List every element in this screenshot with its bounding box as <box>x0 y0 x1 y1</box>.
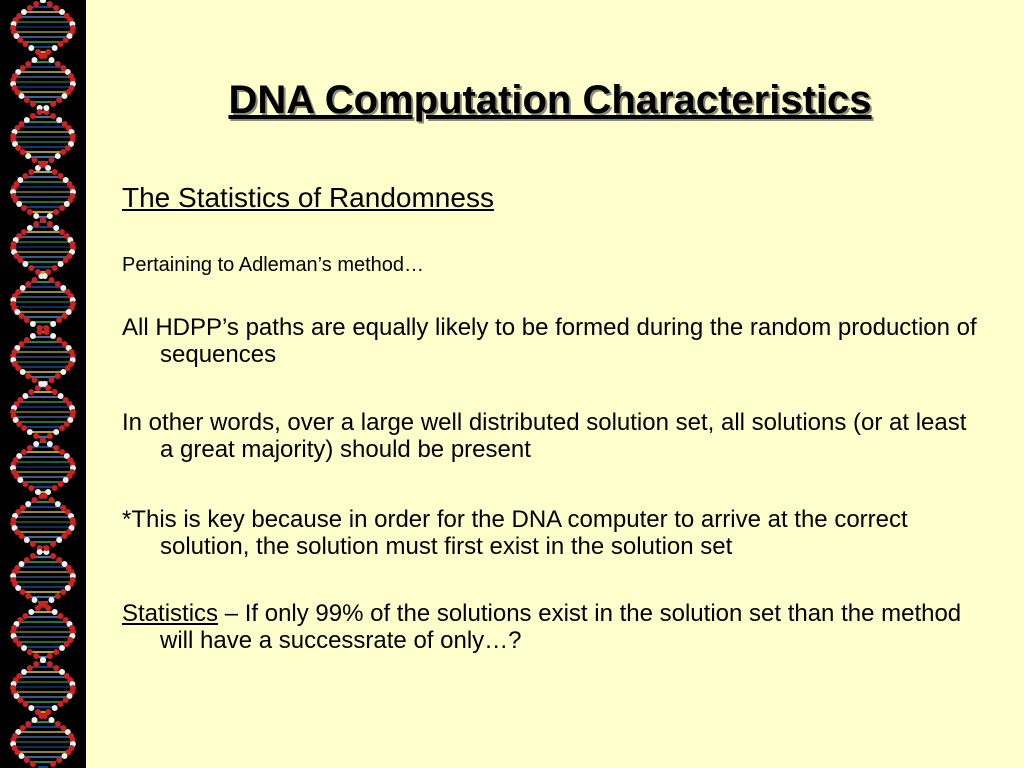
helix-backbone-dot <box>58 613 64 619</box>
helix-backbone-dot <box>49 597 55 603</box>
subheading: Pertaining to Adleman’s method… <box>122 254 425 276</box>
helix-backbone-dot <box>16 201 22 207</box>
helix-backbone-dot <box>55 501 61 507</box>
helix-backbone-dot <box>25 721 31 727</box>
helix-backbone-dot <box>52 705 58 711</box>
helix-backbone-dot <box>58 41 64 47</box>
paragraph-other-words: In other words, over a large well distributed solution set, all solutions (or at least a great majority) should be present <box>122 409 967 463</box>
helix-backbone-dot <box>60 505 66 511</box>
helix-backbone-dot <box>37 329 43 335</box>
helix-backbone-dot <box>32 57 38 63</box>
helix-backbone-dot <box>60 65 66 71</box>
helix-backbone-dot <box>21 205 27 211</box>
helix-backbone-dot <box>47 433 53 439</box>
helix-backbone-dot <box>32 597 38 603</box>
helix-backbone-dot <box>45 165 51 171</box>
slide-title: DNA Computation Characteristics <box>228 78 872 122</box>
helix-backbone-dot <box>16 641 22 647</box>
helix-backbone-dot <box>24 117 30 123</box>
helix-backbone-dot <box>28 389 34 395</box>
helix-backbone-dot <box>30 113 36 119</box>
helix-backbone-dot <box>47 661 53 667</box>
helix-backbone-dot <box>59 9 65 15</box>
helix-backbone-dot <box>60 725 66 731</box>
helix-backbone-dot <box>65 145 71 151</box>
helix-backbone-dot <box>58 701 64 707</box>
helix-backbone-dot <box>60 369 66 375</box>
helix-backbone-dot <box>27 5 33 11</box>
helix-backbone-dot <box>65 365 71 371</box>
helix-backbone-dot <box>38 381 44 387</box>
helix-backbone-dot <box>25 373 31 379</box>
helix-backbone-dot <box>53 5 59 11</box>
helix-backbone-dot <box>33 441 39 447</box>
helix-backbone-dot <box>42 493 48 499</box>
helix-backbone-dot <box>35 489 41 495</box>
helix-backbone-dot <box>56 97 62 103</box>
helix-backbone-dot <box>24 757 30 763</box>
helix-backbone-dot <box>58 173 64 179</box>
helix-backbone-dot <box>45 385 51 391</box>
helix-backbone-dot <box>55 721 61 727</box>
helix-backbone-dot <box>17 477 23 483</box>
helix-backbone-dot <box>30 321 36 327</box>
helix-backbone-dot <box>40 217 46 223</box>
helix-backbone-dot <box>59 229 65 235</box>
helix-backbone-dot <box>53 429 59 435</box>
helix-backbone-dot <box>49 717 55 723</box>
helix-backbone-dot <box>15 585 21 591</box>
helix-backbone-dot <box>64 641 70 647</box>
helix-backbone-dot <box>60 149 66 155</box>
helix-backbone-dot <box>27 225 33 231</box>
helix-backbone-dot <box>56 317 62 323</box>
helix-backbone-dot <box>20 505 26 511</box>
helix-backbone-dot <box>24 537 30 543</box>
helix-backbone-dot <box>33 433 39 439</box>
helix-backbone-dot <box>32 157 38 163</box>
helix-backbone-dot <box>35 49 41 55</box>
helix-backbone-dot <box>56 337 62 343</box>
helix-backbone-dot <box>28 485 34 491</box>
helix-backbone-dot <box>25 281 31 287</box>
helix-backbone-dot <box>33 653 39 659</box>
helix-backbone-dot <box>24 317 30 323</box>
helix-backbone-dot <box>35 709 41 715</box>
helix-backbone-dot <box>30 541 36 547</box>
helix-backbone-dot <box>62 93 68 99</box>
helix-backbone-dot <box>20 589 26 595</box>
helix-backbone-dot <box>62 753 68 759</box>
helix-backbone-dot <box>19 313 25 319</box>
statistics-label: Statistics <box>122 600 219 627</box>
helix-backbone-dot <box>17 37 23 43</box>
helix-backbone-dot <box>38 601 44 607</box>
helix-backbone-dot <box>49 157 55 163</box>
helix-backbone-dot <box>59 669 65 675</box>
helix-backbone-dot <box>21 9 27 15</box>
helix-backbone-dot <box>52 609 58 615</box>
helix-backbone-dot <box>42 713 48 719</box>
helix-backbone-dot <box>62 533 68 539</box>
helix-backbone-dot <box>27 429 33 435</box>
helix-backbone-dot <box>47 1 53 7</box>
helix-backbone-dot <box>17 697 23 703</box>
helix-backbone-dot <box>21 425 27 431</box>
helix-backbone-dot <box>33 221 39 227</box>
helix-backbone-dot <box>37 549 43 555</box>
helix-backbone-dot <box>21 229 27 235</box>
helix-backbone-dot <box>53 665 59 671</box>
helix-backbone-dot <box>21 645 27 651</box>
dna-double-helix-icon <box>0 0 86 768</box>
helix-backbone-dot <box>32 497 38 503</box>
helix-backbone-dot <box>24 557 30 563</box>
helix-backbone-dot <box>20 725 26 731</box>
helix-backbone-dot <box>40 657 46 663</box>
helix-backbone-dot <box>40 437 46 443</box>
helix-backbone-dot <box>24 97 30 103</box>
helix-backbone-dot <box>27 649 33 655</box>
helix-backbone-dot <box>42 273 48 279</box>
helix-backbone-dot <box>30 101 36 107</box>
helix-backbone-dot <box>43 325 49 331</box>
helix-backbone-dot <box>56 117 62 123</box>
helix-backbone-dot <box>53 209 59 215</box>
helix-backbone-dot <box>49 277 55 283</box>
helix-backbone-dot <box>28 705 34 711</box>
helix-backbone-dot <box>52 485 58 491</box>
helix-backbone-dot <box>55 153 61 159</box>
helix-backbone-dot <box>32 717 38 723</box>
helix-backbone-dot <box>58 481 64 487</box>
helix-backbone-dot <box>55 281 61 287</box>
helix-backbone-dot <box>52 169 58 175</box>
helix-backbone-dot <box>64 421 70 427</box>
helix-backbone-dot <box>64 201 70 207</box>
helix-backbone-dot <box>25 61 31 67</box>
helix-backbone-dot <box>28 45 34 51</box>
helix-backbone-dot <box>30 333 36 339</box>
helix-backbone-dot <box>33 1 39 7</box>
helix-backbone-dot <box>56 557 62 563</box>
helix-backbone-dot <box>38 161 44 167</box>
helix-backbone-dot <box>27 665 33 671</box>
helix-backbone-dot <box>53 225 59 231</box>
helix-backbone-dot <box>17 257 23 263</box>
helix-backbone-dot <box>22 701 28 707</box>
helix-backbone-dot <box>27 209 33 215</box>
helix-backbone-dot <box>63 477 69 483</box>
helix-backbone-dot <box>37 109 43 115</box>
helix-backbone-dot <box>28 609 34 615</box>
helix-backbone-dot <box>20 369 26 375</box>
helix-backbone-dot <box>22 173 28 179</box>
helix-backbone-dot <box>63 37 69 43</box>
helix-backbone-dot <box>33 661 39 667</box>
helix-backbone-dot <box>19 93 25 99</box>
helix-backbone-dot <box>59 205 65 211</box>
helix-backbone-dot <box>58 261 64 267</box>
helix-backbone-dot <box>20 149 26 155</box>
helix-backbone-dot <box>30 553 36 559</box>
helix-backbone-dot <box>53 445 59 451</box>
helix-backbone-dot <box>24 337 30 343</box>
helix-backbone-dot <box>16 421 22 427</box>
helix-backbone-dot <box>20 285 26 291</box>
helix-backbone-dot <box>56 537 62 543</box>
helix-backbone-dot <box>21 449 27 455</box>
helix-backbone-dot <box>52 389 58 395</box>
helix-backbone-dot <box>50 553 56 559</box>
helix-backbone-dot <box>22 261 28 267</box>
helix-backbone-dot <box>50 101 56 107</box>
helix-backbone-dot <box>25 593 31 599</box>
helix-backbone-dot <box>58 393 64 399</box>
paragraph-hdpp-paths: All HDPP’s paths are equally likely to be formed during the random production of sequences <box>122 314 977 368</box>
helix-backbone-dot <box>50 541 56 547</box>
paragraph-key-note: *This is key because in order for the DNA computer to arrive at the correct solution, the solution must first exist in the solution set <box>122 506 908 560</box>
helix-backbone-dot <box>15 145 21 151</box>
helix-backbone-dot <box>59 425 65 431</box>
helix-backbone-dot <box>55 61 61 67</box>
helix-backbone-dot <box>47 221 53 227</box>
helix-backbone-dot <box>47 441 53 447</box>
helix-backbone-dot <box>53 649 59 655</box>
helix-backbone-dot <box>50 761 56 767</box>
helix-backbone-dot <box>25 501 31 507</box>
helix-backbone-dot <box>65 585 71 591</box>
helix-backbone-dot <box>43 545 49 551</box>
helix-backbone-dot <box>15 365 21 371</box>
helix-backbone-dot <box>59 645 65 651</box>
helix-backbone-dot <box>43 105 49 111</box>
helix-backbone-dot <box>28 265 34 271</box>
helix-backbone-dot <box>32 277 38 283</box>
helix-backbone-dot <box>49 377 55 383</box>
helix-backbone-dot <box>22 393 28 399</box>
helix-backbone-dot <box>22 613 28 619</box>
helix-backbone-dot <box>42 53 48 59</box>
helix-backbone-dot <box>62 313 68 319</box>
helix-backbone-dot <box>63 257 69 263</box>
helix-backbone-dot <box>30 761 36 767</box>
helix-backbone-dot <box>56 757 62 763</box>
helix-backbone-dot <box>22 481 28 487</box>
helix-backbone-dot <box>59 449 65 455</box>
helix-backbone-dot <box>28 169 34 175</box>
helix-backbone-dot <box>22 41 28 47</box>
helix-backbone-dot <box>19 533 25 539</box>
helix-backbone-dot <box>20 65 26 71</box>
helix-backbone-dot <box>50 333 56 339</box>
helix-backbone-dot <box>52 45 58 51</box>
helix-backbone-dot <box>45 605 51 611</box>
helix-backbone-dot <box>49 497 55 503</box>
helix-backbone-dot <box>21 669 27 675</box>
helix-backbone-dot <box>63 697 69 703</box>
helix-backbone-dot <box>50 321 56 327</box>
paragraph-statistics <box>122 600 982 654</box>
helix-backbone-dot <box>60 285 66 291</box>
helix-backbone-dot <box>33 213 39 219</box>
helix-backbone-dot <box>47 653 53 659</box>
helix-backbone-dot <box>60 589 66 595</box>
helix-backbone-dot <box>55 593 61 599</box>
helix-backbone-dot <box>52 265 58 271</box>
section-heading: The Statistics of Randomness <box>122 182 494 213</box>
helix-backbone-dot <box>35 269 41 275</box>
helix-backbone-dot <box>49 57 55 63</box>
statistics-text: – If only 99% of the solutions exist in the solution set than the method will have a successrate of only…? <box>160 600 962 654</box>
helix-backbone-dot <box>55 373 61 379</box>
dna-helix-strip <box>0 0 86 768</box>
helix-backbone-dot <box>25 153 31 159</box>
helix-backbone-dot <box>27 445 33 451</box>
helix-backbone-dot <box>47 213 53 219</box>
helix-backbone-dot <box>50 113 56 119</box>
helix-backbone-dot <box>32 377 38 383</box>
helix-backbone-dot <box>19 753 25 759</box>
